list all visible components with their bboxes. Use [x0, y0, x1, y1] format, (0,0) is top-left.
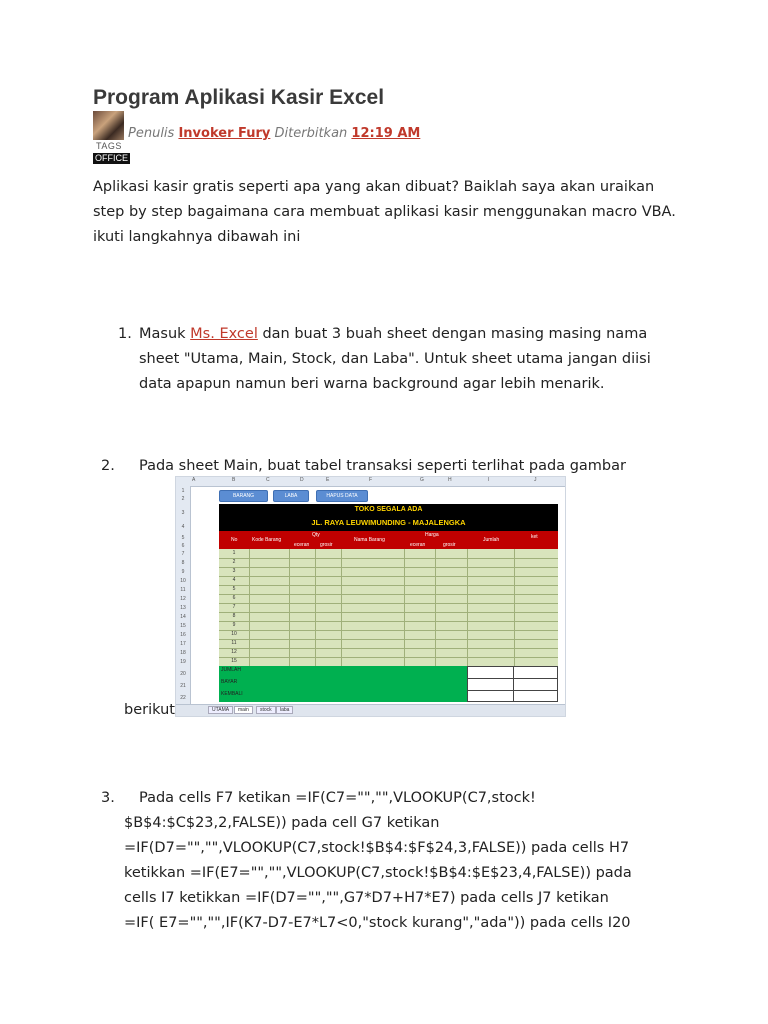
transaction-grid [219, 549, 558, 666]
post-title: Program Aplikasi Kasir Excel [93, 86, 385, 109]
row-number: 6 [181, 543, 185, 549]
summary-values-box [467, 666, 558, 702]
sheet-tabs-bar [176, 704, 565, 716]
row-number: 11 [180, 587, 186, 593]
item-number: 6 [232, 595, 236, 601]
item-number: 8 [232, 613, 236, 619]
summary-bayar: BAYAR [221, 679, 238, 685]
item-number: 15 [231, 658, 237, 664]
step-1-text [139, 322, 679, 397]
author-link[interactable]: Invoker Fury [178, 126, 271, 141]
row-number: 19 [180, 659, 186, 665]
header-harga-eceran: eceran [410, 542, 426, 548]
step-1-number: 1. [118, 326, 132, 342]
item-number: 1 [232, 550, 236, 556]
row-number: 7 [181, 551, 185, 557]
sheet-tab-main[interactable]: main [234, 706, 253, 714]
store-address: JL. RAYA LEUWIMUNDING - MAJALENGKA [311, 518, 466, 527]
row-number: 9 [181, 569, 185, 575]
step-1-pre: Masuk [139, 326, 191, 342]
header-qty: Qty [312, 532, 320, 538]
item-number: 2 [232, 559, 236, 565]
post-meta [128, 126, 420, 141]
tag-office[interactable]: OFFICE [95, 153, 128, 163]
item-number: 12 [231, 649, 237, 655]
step-1-body: dan buat 3 buah sheet dengan masing masing nama sheet "Utama, Main, Stock, dan Laba". Untuk sheet utama jangan diisi data apapun namun beri warna background agar lebih menarik. [139, 326, 651, 392]
col-letter: F [369, 477, 373, 483]
row-number: 3 [181, 510, 185, 516]
step-3-line-2: $B$4:$C$23,2,FALSE)) pada cell G7 ketikan [124, 815, 440, 831]
step-2-text: Pada sheet Main, buat tabel transaksi seperti terlihat pada gambar [139, 458, 626, 474]
col-letter: C [266, 477, 270, 483]
row-number: 4 [181, 524, 185, 530]
step-2-number: 2. [101, 458, 115, 474]
published-label: Diterbitkan [274, 126, 348, 141]
tags-label: TAGS [96, 141, 122, 151]
header-jumlah: Jumlah [483, 537, 500, 543]
laba-button[interactable]: LABA [273, 490, 309, 502]
row-header-bar [176, 486, 191, 705]
row-number: 5 [181, 535, 185, 541]
summary-box [219, 666, 467, 702]
author-avatar[interactable] [93, 111, 124, 140]
header-eceran: eceran [294, 542, 310, 548]
sheet-tab-stock[interactable]: stock [256, 706, 276, 714]
header-harga: Harga [425, 532, 439, 538]
store-name: TOKO SEGALA ADA [354, 506, 423, 513]
row-number: 17 [180, 641, 186, 647]
table-header-row [219, 531, 558, 549]
row-number: 16 [180, 632, 186, 638]
row-number: 12 [180, 596, 186, 602]
item-number: 4 [232, 577, 236, 583]
row-number: 10 [180, 578, 186, 584]
step-2-continuation: berikut [124, 702, 175, 718]
row-number: 14 [180, 614, 186, 620]
column-header-bar [176, 477, 565, 487]
hapus-data-button[interactable]: HAPUS DATA [316, 490, 368, 502]
ms-excel-link[interactable]: Ms. Excel [190, 326, 258, 342]
item-number: 11 [231, 640, 237, 646]
header-nama: Nama Barang [354, 537, 385, 543]
row-number: 2 [181, 496, 185, 502]
step-3-line-6: =IF( E7="","",IF(K7-D7-E7*L7<0,"stock kurang","ada")) pada cells I20 [124, 915, 631, 931]
header-ket: ket [531, 534, 538, 540]
col-letter: D [300, 477, 304, 483]
header-harga-grosir: grosir [443, 542, 456, 548]
col-letter: A [192, 477, 196, 483]
row-number: 8 [181, 560, 185, 566]
item-number: 5 [232, 586, 236, 592]
header-grosir: grosir [320, 542, 333, 548]
item-number: 9 [232, 622, 236, 628]
post-time-link[interactable]: 12:19 AM [351, 126, 421, 141]
header-kode: Kode Barang [252, 537, 282, 543]
col-letter: J [534, 477, 537, 483]
step-3-line-4: ketikkan =IF(E7="","",VLOOKUP(C7,stock!$B$4:$E$23,4,FALSE)) pada [124, 865, 632, 881]
summary-kembali: KEMBALI [221, 691, 243, 697]
step-3-line-3: =IF(D7="","",VLOOKUP(C7,stock!$B$4:$F$24,3,FALSE)) pada cells H7 [124, 840, 630, 856]
row-number: 22 [180, 695, 186, 701]
row-number: 21 [180, 683, 186, 689]
row-number: 18 [180, 650, 186, 656]
col-letter: I [488, 477, 490, 483]
row-number: 13 [180, 605, 186, 611]
col-letter: E [326, 477, 330, 483]
item-number: 10 [231, 631, 237, 637]
author-label: Penulis [128, 126, 175, 141]
step-3-line-1: Pada cells F7 ketikan =IF(C7="","",VLOOKUP(C7,stock! [139, 790, 536, 806]
row-number: 20 [180, 671, 186, 677]
summary-jumlah: JUMLAH [221, 667, 242, 673]
sheet-tab-utama[interactable]: UTAMA [208, 706, 233, 714]
spreadsheet-image [175, 476, 566, 717]
step-3-number: 3. [101, 790, 115, 806]
sheet-tab-laba[interactable]: laba [276, 706, 293, 714]
row-number: 1 [181, 488, 185, 494]
col-letter: B [232, 477, 236, 483]
col-letter: H [448, 477, 452, 483]
col-letter: G [420, 477, 424, 483]
header-no: No [231, 537, 238, 543]
barang-button[interactable]: BARANG [219, 490, 268, 502]
item-number: 3 [232, 568, 236, 574]
step-3-line-5: cells I7 ketikkan =IF(D7="","",G7*D7+H7*E7) pada cells J7 ketikan [124, 890, 609, 906]
intro-paragraph: Aplikasi kasir gratis seperti apa yang akan dibuat? Baiklah saya akan uraikan step by step bagaimana cara membuat aplikasi kasir menggunakan macro VBA. ikuti langkahnya dibawah ini [93, 179, 676, 245]
item-number: 7 [232, 604, 236, 610]
row-number: 15 [180, 623, 186, 629]
